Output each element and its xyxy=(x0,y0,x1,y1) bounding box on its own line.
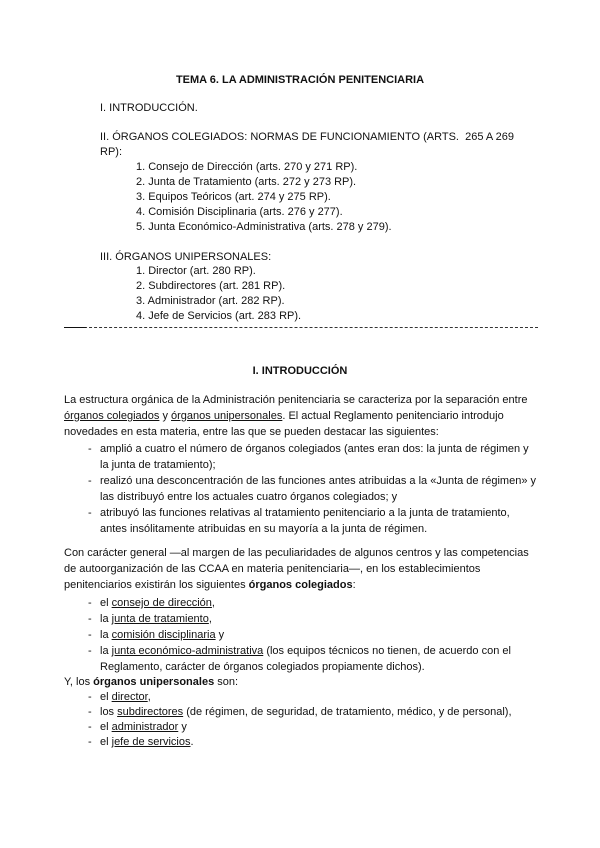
toc-item: 4. Jefe de Servicios (art. 283 RP). xyxy=(136,310,302,322)
text: Y, los xyxy=(64,676,94,688)
underlined-term: consejo de dirección xyxy=(111,597,212,609)
toc-item: 4. Comisión Disciplinaria (arts. 276 y 277). xyxy=(136,206,343,218)
paragraph-line: La estructura orgánica de la Administración penitenciaria se caracteriza por la separación entre xyxy=(64,394,528,406)
bullet-dash: - xyxy=(88,691,92,703)
toc-item: 2. Junta de Tratamiento (arts. 272 y 273 RP). xyxy=(136,176,357,188)
bullet-dash: - xyxy=(88,706,92,718)
text: y xyxy=(215,629,225,641)
text: la xyxy=(100,613,112,625)
text: (de régimen, de seguridad, de tratamiento, médico, y de personal), xyxy=(183,706,512,718)
text: son: xyxy=(214,676,239,688)
toc-section-1: I. INTRODUCCIÓN. xyxy=(100,102,198,114)
bullet-line: amplió a cuatro el número de órganos colegiados (antes eran dos: la junta de régimen y xyxy=(100,443,529,455)
underlined-term: órganos colegiados xyxy=(64,410,160,422)
text: : xyxy=(352,579,356,591)
bullet-line: Reglamento, carácter de órganos colegiados propiamente dichos). xyxy=(100,661,425,673)
bullet-line: realizó una desconcentración de las funciones antes atribuidas a la «Junta de régimen» y xyxy=(100,475,536,487)
toc-item: 1. Director (art. 280 RP). xyxy=(136,265,256,277)
bullet-line xyxy=(100,628,224,642)
underlined-term: jefe de servicios xyxy=(111,736,191,748)
bullet-line xyxy=(100,690,151,704)
section-divider xyxy=(64,327,538,328)
bullet-dash: - xyxy=(88,629,92,641)
text: , xyxy=(147,691,151,703)
text: la xyxy=(100,645,112,657)
toc-section-2: II. ÓRGANOS COLEGIADOS: NORMAS DE FUNCIONAMIENTO (ARTS. 265 A 269 xyxy=(100,131,515,143)
underlined-term: comisión disciplinaria xyxy=(111,629,216,641)
paragraph-line xyxy=(64,578,356,592)
bullet-dash: - xyxy=(88,736,92,748)
text: y xyxy=(178,721,187,733)
toc-item: 3. Equipos Teóricos (art. 274 y 275 RP). xyxy=(136,191,331,203)
text: (los equipos técnicos no tienen, de acuerdo con el xyxy=(263,645,511,657)
toc-item: 5. Junta Económico-Administrativa (arts. 278 y 279). xyxy=(136,221,392,233)
text: el xyxy=(100,691,112,703)
toc-item: 3. Administrador (art. 282 RP). xyxy=(136,295,285,307)
paragraph-line xyxy=(64,675,238,689)
bullet-line: antes insólitamente atribuidas en su mayoría a la junta de régimen. xyxy=(100,523,428,535)
text: penitenciarios existirán los siguientes xyxy=(64,579,249,591)
bold-term: órganos unipersonales xyxy=(93,676,215,688)
bullet-dash: - xyxy=(88,645,92,657)
bullet-line: la junta de tratamiento); xyxy=(100,459,216,471)
underlined-term: administrador xyxy=(111,721,179,733)
bold-term: órganos colegiados xyxy=(248,579,353,591)
bullet-dash: - xyxy=(88,613,92,625)
toc-section-3: III. ÓRGANOS UNIPERSONALES: xyxy=(100,251,272,263)
text: la xyxy=(100,629,112,641)
bullet-dash: - xyxy=(88,507,92,519)
bullet-dash: - xyxy=(88,475,92,487)
text: , xyxy=(211,597,215,609)
text: . xyxy=(190,736,194,748)
text: y xyxy=(159,410,172,422)
document-title: TEMA 6. LA ADMINISTRACIÓN PENITENCIARIA xyxy=(175,74,425,86)
bullet-line: atribuyó las funciones relativas al tratamiento penitenciario a la junta de tratamiento, xyxy=(100,507,510,519)
text: los xyxy=(100,706,118,718)
text: el xyxy=(100,736,112,748)
toc-item: 1. Consejo de Dirección (arts. 270 y 271 RP). xyxy=(136,161,358,173)
bullet-line: las distribuyó entre los actuales cuatro órganos colegiados; y xyxy=(100,491,398,503)
section-heading: I. INTRODUCCIÓN xyxy=(252,365,348,377)
underlined-term: director xyxy=(111,691,148,703)
bullet-line xyxy=(100,720,187,734)
text: el xyxy=(100,597,112,609)
bullet-line xyxy=(100,644,511,658)
text: , xyxy=(208,613,212,625)
underlined-term: subdirectores xyxy=(117,706,184,718)
toc-section-2-cont: RP): xyxy=(100,146,122,158)
toc-item: 2. Subdirectores (art. 281 RP). xyxy=(136,280,286,292)
underlined-term: junta económico-administrativa xyxy=(111,645,264,657)
bullet-line xyxy=(100,596,215,610)
underlined-term: órganos unipersonales xyxy=(171,410,283,422)
paragraph-line: de autoorganización de las CCAA en materia penitenciaria—, en los establecimientos xyxy=(64,563,481,575)
paragraph-line xyxy=(64,409,504,423)
text: . El actual Reglamento penitenciario introdujo xyxy=(282,410,504,422)
bullet-line xyxy=(100,735,194,749)
text: el xyxy=(100,721,112,733)
bullet-line xyxy=(100,612,212,626)
bullet-dash: - xyxy=(88,443,92,455)
bullet-line xyxy=(100,705,512,719)
bullet-dash: - xyxy=(88,721,92,733)
underlined-term: junta de tratamiento xyxy=(111,613,209,625)
paragraph-line: Con carácter general —al margen de las peculiaridades de algunos centros y las competencias xyxy=(64,547,529,559)
bullet-dash: - xyxy=(88,597,92,609)
paragraph-line: novedades en esta materia, entre las que se pueden destacar las siguientes: xyxy=(64,426,439,438)
